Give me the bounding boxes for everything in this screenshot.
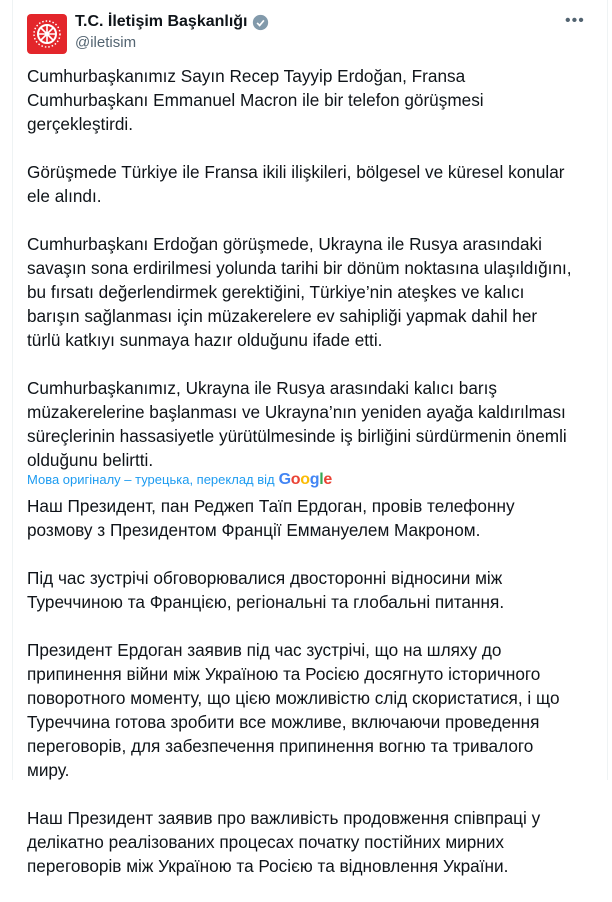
original-paragraph: Görüşmede Türkiye ile Fransa ikili ilişkileri, bölgesel ve küresel konular ele alındı. — [27, 162, 565, 206]
more-options-icon[interactable]: ••• — [565, 12, 585, 29]
tweet-text — [27, 64, 575, 902]
original-paragraph: Cumhurbaşkanımız Sayın Recep Tayyip Erdoğan, Fransa Cumhurbaşkanı Emmanuel Macron ile bir telefon görüşmesi gerçekleştirdi. — [27, 66, 484, 134]
avatar[interactable] — [27, 14, 67, 54]
emblem-icon — [31, 18, 63, 50]
translated-paragraph: Під час зустрічі обговорювалися двосторонні відносини між Туреччиною та Францією, регіональні та глобальні питання. — [27, 568, 505, 612]
account-name[interactable] — [75, 13, 269, 31]
translated-paragraph: Наш Президент заявив про важливість продовження співпраці у делікатно реалізованих процесах початку постійних мирних переговорів між Україною та Росією та відновлення України. — [27, 808, 541, 876]
translation-note: Мова оригіналу – турецька, переклад від — [27, 472, 275, 487]
original-paragraph: Cumhurbaşkanı Erdoğan görüşmede, Ukrayna ile Rusya arasındaki savaşın sona erdirilmesi yolunda tarihi bir dönüm noktasına ulaşıldığını, bu fırsatı değerlendirmek gerektiğini, Türkiye’nin ateşkes ve kalıcı barışın sağlanması için müzakerelere ev sahipliği yapmak dahil her türlü katkıyı sunmaya hazır olduğunu ifade etti. — [27, 234, 572, 350]
verified-badge-icon — [252, 14, 269, 31]
google-logo: Google — [278, 471, 332, 488]
translation-attribution[interactable] — [27, 470, 575, 490]
original-paragraph: Cumhurbaşkanımız, Ukrayna ile Rusya arasındaki kalıcı barış müzakerelerine başlanması ve Ukrayna’nın yeniden ayağa kaldırılması süreçlerinin hassasiyetle yürütülmesinde iş birliğini sürdürmenin önemli olduğunu belirtti. — [27, 378, 567, 470]
account-handle[interactable]: @iletisim — [75, 34, 137, 51]
display-name: T.C. İletişim Başkanlığı — [75, 13, 248, 30]
translated-paragraph: Президент Ердоган заявив під час зустрічі, що на шляху до припинення війни між Україною та Росією досягнуто історичного поворотного моменту, що цією можливістю слід скористатися, і що Туреччина готова зробити все можливе, включаючи проведення переговорів, для забезпечення припинення вогню та тривалого миру. — [27, 640, 560, 780]
translated-paragraph: Наш Президент, пан Реджеп Таїп Ердоган, провів телефонну розмову з Президентом Франції Еммануелем Макроном. — [27, 496, 515, 540]
